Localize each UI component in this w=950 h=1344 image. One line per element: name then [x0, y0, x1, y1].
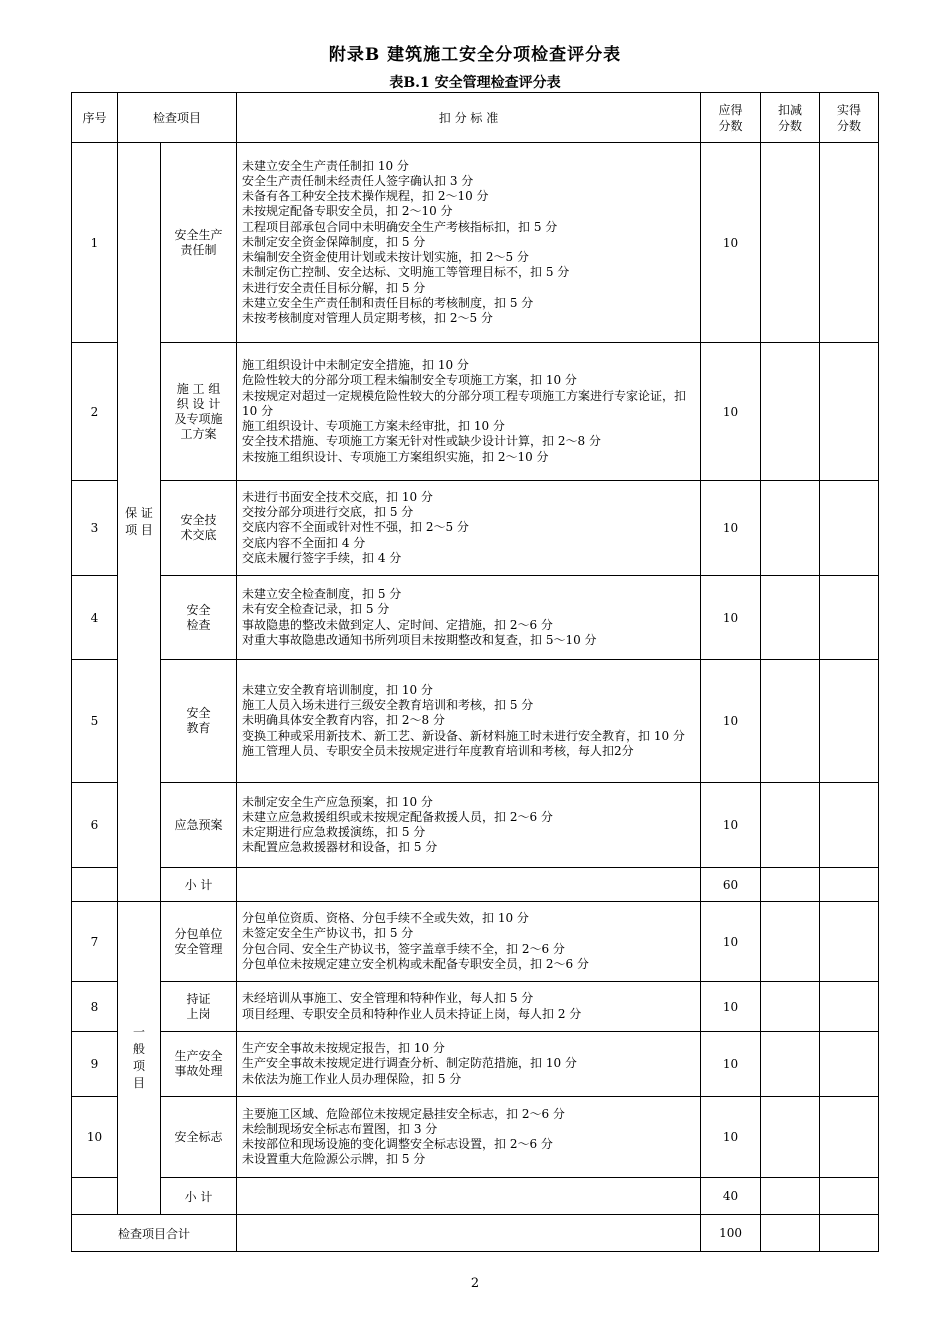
- criteria-line: 未经培训从事施工、安全管理和特种作业，每人扣 5 分: [242, 991, 534, 1006]
- row-due-score: 10: [701, 660, 761, 783]
- table-title: 表B.1 安全管理检查评分表: [389, 75, 561, 91]
- criteria-line: 施工人员入场未进行三级安全教育培训和考核，扣 5 分: [242, 698, 534, 713]
- row-seq: 9: [72, 1032, 118, 1097]
- row-item-line: 事故处理: [174, 1064, 223, 1078]
- subtotal-actual[interactable]: [820, 1178, 879, 1215]
- subtotal-label: 小 计: [161, 1178, 237, 1215]
- criteria-line: 未建立应急救援组织或未按规定配备救援人员，扣 2～6 分: [242, 809, 553, 824]
- criteria-line: 项目经理、专职安全员和特种作业人员未持证上岗，每人扣 2 分: [242, 1006, 582, 1021]
- header-actual-score: [820, 93, 879, 143]
- row-item: [161, 1097, 237, 1178]
- header-deduct-line2: 分数: [778, 118, 803, 133]
- row-criteria: [237, 343, 701, 481]
- row-criteria: [237, 481, 701, 576]
- criteria-line: 未进行安全责任目标分解，扣 5 分: [242, 280, 426, 295]
- criteria-line: 未签定安全生产协议书，扣 5 分: [242, 926, 414, 941]
- row-item-line: 分包单位: [174, 926, 223, 941]
- criteria-line: 未按部位和现场设施的变化调整安全标志设置，扣 2～6 分: [242, 1137, 553, 1151]
- row-deduct-score[interactable]: [761, 902, 820, 982]
- subtotal-score: 40: [701, 1178, 761, 1215]
- subtotal-score: 60: [701, 868, 761, 902]
- row-item-line: 安全: [186, 706, 211, 720]
- category-guarantee-line2: 项 目: [125, 523, 153, 537]
- criteria-line: 分包单位资质、资格、分包手续不全或失效，扣 10 分: [242, 911, 529, 926]
- page-number: 2: [470, 1276, 480, 1291]
- table-row: [72, 902, 879, 982]
- subtotal-criteria: [237, 868, 701, 902]
- row-item: [161, 576, 237, 660]
- row-item-line: 及专项施: [174, 411, 223, 426]
- page-title: 附录B 建筑施工安全分项检查评分表: [328, 45, 622, 65]
- header-actual-line1: 实得: [837, 102, 862, 117]
- category-guarantee-line1: 保 证: [125, 506, 153, 520]
- row-deduct-score[interactable]: [761, 143, 820, 343]
- row-criteria: [237, 143, 701, 343]
- row-item-line: 应急预案: [174, 817, 223, 832]
- criteria-line: 未依法为施工作业人员办理保险，扣 5 分: [242, 1071, 462, 1086]
- criteria-line: 未备有各工种安全技术操作规程，扣 2～10 分: [242, 189, 489, 204]
- subtotal-row-guarantee: [72, 868, 879, 902]
- row-actual-score[interactable]: [820, 783, 879, 868]
- row-actual-score[interactable]: [820, 982, 879, 1032]
- row-deduct-score[interactable]: [761, 783, 820, 868]
- row-item-line: 工方案: [180, 426, 217, 441]
- subtotal-row-general: [72, 1178, 879, 1215]
- row-actual-score[interactable]: [820, 343, 879, 481]
- criteria-line: 对重大事故隐患改通知书所列项目未按期整改和复查，扣 5～10 分: [242, 632, 597, 647]
- criteria-line: 生产安全事故未按规定进行调查分析、制定防范措施，扣 10 分: [242, 1056, 577, 1071]
- row-item: [161, 343, 237, 481]
- row-seq: 6: [72, 783, 118, 868]
- total-actual[interactable]: [820, 1215, 879, 1252]
- criteria-line: 未配置应急救援器材和设备，扣 5 分: [242, 840, 438, 855]
- row-seq: 1: [72, 143, 118, 343]
- criteria-line: 交底未履行签字手续，扣 4 分: [242, 550, 402, 565]
- criteria-line: 未建立安全生产责任制和责任目标的考核制度，扣 5 分: [242, 295, 534, 310]
- table-row: [72, 982, 879, 1032]
- criteria-line: 分包合同、安全生产协议书，签字盖章手续不全，扣 2～6 分: [242, 941, 565, 956]
- header-check-item: 检查项目: [118, 93, 237, 143]
- row-deduct-score[interactable]: [761, 481, 820, 576]
- header-due-line2: 分数: [718, 118, 743, 133]
- criteria-line: 分包单位未按规定建立安全机构或未配备专职安全员，扣 2～6 分: [242, 956, 589, 971]
- row-seq: 4: [72, 576, 118, 660]
- criteria-line: 未按施工组织设计、专项施工方案组织实施，扣 2～10 分: [242, 449, 549, 464]
- criteria-line: 事故隐患的整改未做到定人、定时间、定措施，扣 2～6 分: [242, 617, 553, 632]
- row-actual-score[interactable]: [820, 660, 879, 783]
- criteria-line: 施工管理人员、专职安全员未按规定进行年度教育培训和考核，每人扣2分: [242, 743, 634, 758]
- row-criteria: [237, 1032, 701, 1097]
- header-actual-line2: 分数: [837, 118, 862, 133]
- criteria-line: 交底内容不全面扣 4 分: [242, 535, 366, 550]
- row-due-score: 10: [701, 783, 761, 868]
- criteria-line: 未绘制现场安全标志布置图，扣 3 分: [242, 1121, 438, 1136]
- row-deduct-score[interactable]: [761, 1032, 820, 1097]
- row-due-score: 10: [701, 143, 761, 343]
- total-score: 100: [701, 1215, 761, 1252]
- criteria-line: 安全生产责任制未经责任人签字确认扣 3 分: [242, 174, 474, 189]
- table-row: [72, 783, 879, 868]
- criteria-line: 交按分部分项进行交底，扣 5 分: [242, 505, 414, 520]
- criteria-line: 交底内容不全面或针对性不强，扣 2～5 分: [242, 520, 469, 535]
- row-deduct-score[interactable]: [761, 982, 820, 1032]
- row-deduct-score[interactable]: [761, 576, 820, 660]
- row-item-line: 织 设 计: [176, 396, 221, 411]
- row-item-line: 安全生产: [174, 227, 223, 242]
- criteria-line: 未建立安全教育培训制度，扣 10 分: [242, 682, 433, 697]
- criteria-line: 施工组织设计中未制定安全措施，扣 10 分: [242, 358, 469, 373]
- row-due-score: 10: [701, 481, 761, 576]
- row-seq: 2: [72, 343, 118, 481]
- row-due-score: 10: [701, 902, 761, 982]
- row-seq: 3: [72, 481, 118, 576]
- category-general-char: 般: [132, 1042, 145, 1056]
- criteria-line: 危险性较大的分部分项工程未编制安全专项施工方案，扣 10 分: [242, 373, 577, 388]
- row-criteria: [237, 902, 701, 982]
- table-row: [72, 143, 879, 343]
- row-actual-score[interactable]: [820, 1097, 879, 1178]
- row-due-score: 10: [701, 576, 761, 660]
- category-general: [118, 902, 161, 1215]
- subtotal-deduct[interactable]: [761, 868, 820, 902]
- header-deduct-score: [761, 93, 820, 143]
- table-row: [72, 343, 879, 481]
- row-criteria: [237, 982, 701, 1032]
- criteria-line: 主要施工区域、危险部位未按规定悬挂安全标志，扣 2～6 分: [242, 1106, 565, 1121]
- category-general-char: 一: [132, 1025, 145, 1039]
- row-item-line: 检查: [186, 617, 211, 632]
- row-criteria: [237, 783, 701, 868]
- row-due-score: 10: [701, 982, 761, 1032]
- category-general-char: 目: [132, 1076, 145, 1090]
- row-item: [161, 1032, 237, 1097]
- row-item-line: 生产安全: [174, 1049, 223, 1063]
- criteria-line: 未按规定配备专职安全员，扣 2～10 分: [242, 204, 453, 219]
- criteria-line: 未按规定对超过一定规模危险性较大的分部分项工程专项施工方案进行专家论证，扣 10 分: [242, 388, 687, 418]
- row-criteria: [237, 576, 701, 660]
- criteria-line: 未定期进行应急救援演练，扣 5 分: [242, 825, 426, 839]
- category-general-char: 项: [132, 1059, 145, 1073]
- criteria-line: 施工组织设计、专项施工方案未经审批，扣 10 分: [242, 419, 505, 434]
- row-actual-score[interactable]: [820, 1032, 879, 1097]
- row-item: [161, 660, 237, 783]
- row-seq: 7: [72, 902, 118, 982]
- total-criteria: [237, 1215, 701, 1252]
- row-due-score: 10: [701, 343, 761, 481]
- row-item: [161, 481, 237, 576]
- header-criteria: 扣 分 标 准: [237, 93, 701, 143]
- row-item-line: 安全: [186, 602, 211, 617]
- criteria-line: 未按考核制度对管理人员定期考核，扣 2～5 分: [242, 310, 493, 325]
- subtotal-seq: [72, 868, 118, 902]
- row-seq: 10: [72, 1097, 118, 1178]
- criteria-line: 未进行书面安全技术交底，扣 10 分: [242, 489, 433, 504]
- row-criteria: [237, 1097, 701, 1178]
- row-actual-score[interactable]: [820, 143, 879, 343]
- subtotal-deduct[interactable]: [761, 1178, 820, 1215]
- header-due-line1: 应得: [718, 102, 743, 117]
- row-deduct-score[interactable]: [761, 1097, 820, 1178]
- criteria-line: 未制定伤亡控制、安全达标、文明施工等管理目标不，扣 5 分: [242, 265, 570, 280]
- row-item: [161, 902, 237, 982]
- subtotal-label: 小 计: [161, 868, 237, 902]
- row-seq: 8: [72, 982, 118, 1032]
- total-label: 检查项目合计: [72, 1215, 237, 1252]
- table-row: [72, 1097, 879, 1178]
- criteria-line: 未建立安全检查制度，扣 5 分: [242, 587, 402, 602]
- header-row: [72, 93, 879, 143]
- row-item-line: 施 工 组: [176, 381, 221, 396]
- row-deduct-score[interactable]: [761, 343, 820, 481]
- total-row: [72, 1215, 879, 1252]
- row-item: [161, 982, 237, 1032]
- row-due-score: 10: [701, 1032, 761, 1097]
- criteria-line: 未建立安全生产责任制扣 10 分: [242, 158, 409, 173]
- row-item-line: 安全管理: [174, 941, 223, 956]
- criteria-line: 未制定安全资金保障制度，扣 5 分: [242, 234, 426, 249]
- row-actual-score[interactable]: [820, 902, 879, 982]
- criteria-line: 安全技术措施、专项施工方案无针对性或缺少设计计算，扣 2～8 分: [242, 434, 601, 449]
- category-guarantee: [118, 143, 161, 902]
- criteria-line: 未明确具体安全教育内容，扣 2～8 分: [242, 713, 445, 728]
- row-deduct-score[interactable]: [761, 660, 820, 783]
- row-seq: 5: [72, 660, 118, 783]
- criteria-line: 未编制安全资金使用计划或未按计划实施，扣 2～5 分: [242, 250, 529, 265]
- table-row: [72, 481, 879, 576]
- criteria-line: 未设置重大危险源公示牌，扣 5 分: [242, 1152, 426, 1167]
- row-actual-score[interactable]: [820, 576, 879, 660]
- criteria-line: 变换工种或采用新技术、新工艺、新设备、新材料施工时未进行安全教育，扣 10 分: [242, 728, 685, 743]
- row-due-score: 10: [701, 1097, 761, 1178]
- criteria-line: 未有安全检查记录，扣 5 分: [242, 602, 390, 617]
- subtotal-criteria: [237, 1178, 701, 1215]
- table-row: [72, 576, 879, 660]
- table-row: [72, 660, 879, 783]
- row-item-line: 上岗: [186, 1006, 211, 1021]
- header-deduct-line1: 扣减: [778, 102, 803, 117]
- criteria-line: 未制定安全生产应急预案，扣 10 分: [242, 794, 433, 809]
- header-due-score: [701, 93, 761, 143]
- subtotal-actual[interactable]: [820, 868, 879, 902]
- criteria-line: 生产安全事故未按规定报告，扣 10 分: [242, 1041, 445, 1056]
- row-item-line: 持证: [186, 991, 211, 1006]
- header-seq: 序号: [72, 93, 118, 143]
- subtotal-seq: [72, 1178, 118, 1215]
- row-item-line: 安全标志: [174, 1129, 223, 1144]
- row-item-line: 责任制: [180, 242, 217, 257]
- criteria-line: 工程项目部承包合同中未明确安全生产考核指标扣，扣 5 分: [242, 219, 558, 234]
- total-deduct[interactable]: [761, 1215, 820, 1252]
- table-row: [72, 1032, 879, 1097]
- row-actual-score[interactable]: [820, 481, 879, 576]
- row-item-line: 教育: [186, 721, 211, 735]
- row-item-line: 安全技: [180, 513, 217, 527]
- row-item: [161, 783, 237, 868]
- row-criteria: [237, 660, 701, 783]
- row-item: [161, 143, 237, 343]
- row-item-line: 术交底: [180, 528, 217, 542]
- safety-management-score-table: [71, 92, 879, 1252]
